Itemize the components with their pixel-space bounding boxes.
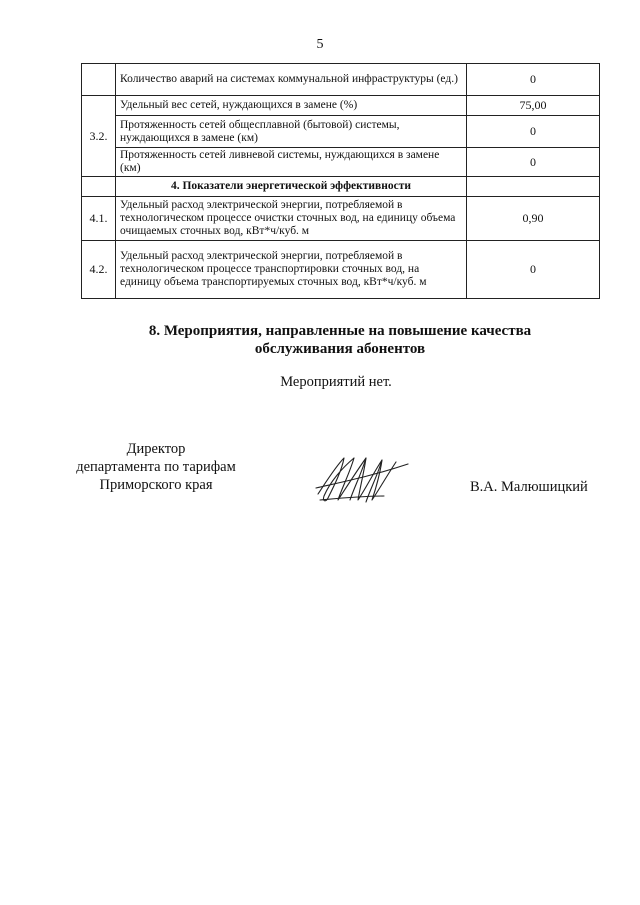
indicator-value-cell: 0,90 [467, 197, 600, 241]
indicator-name-cell: Удельный расход электрической энергии, потребляемой в технологическом процессе транспортировки сточных вод, на единицу объема транспортируемых сточных вод, кВт*ч/куб. м [116, 241, 467, 299]
table-row [82, 96, 600, 116]
indicator-name-cell: Протяженность сетей ливневой системы, нуждающихся в замене (км) [116, 148, 467, 177]
signatory-position-line1: Директор [126, 441, 186, 457]
indicator-value-cell: 0 [467, 64, 600, 96]
signatory-position-line2: департамента по тарифам [76, 459, 236, 475]
section-8-heading [0, 322, 640, 358]
signatory-position [60, 440, 252, 494]
table-row [82, 64, 600, 96]
section-8-heading-line1: 8. Мероприятия, направленные на повышение качества [148, 323, 532, 339]
empty-cell [467, 177, 600, 197]
indicator-name-cell: Удельный вес сетей, нуждающихся в замене (%) [116, 96, 467, 116]
table-row [82, 148, 600, 177]
indicator-value-cell: 0 [467, 116, 600, 148]
row-number-cell [82, 64, 116, 96]
row-number-cell: 4.2. [82, 241, 116, 299]
section-title-cell: 4. Показатели энергетической эффективности [116, 177, 467, 197]
table-section-row [82, 177, 600, 197]
indicator-value-cell: 0 [467, 241, 600, 299]
signatory-position-line3: Приморского края [99, 477, 213, 493]
indicator-name-cell: Удельный расход электрической энергии, потребляемой в технологическом процессе очистки сточных вод, на единицу объема очищаемых сточных вод, кВт*ч/куб. м [116, 197, 467, 241]
indicator-value-cell: 0 [467, 148, 600, 177]
table-row [82, 116, 600, 148]
indicator-name-cell: Протяженность сетей общесплавной (бытовой) системы, нуждающихся в замене (км) [116, 116, 467, 148]
handwritten-signature [312, 452, 412, 513]
signature-drawing [312, 452, 412, 508]
page-number: 5 [316, 37, 324, 52]
signatory-name: В.А. Малюшицкий [470, 479, 588, 495]
indicator-value-cell: 75,00 [467, 96, 600, 116]
table-row [82, 197, 600, 241]
section-8-heading-line2: обслуживания абонентов [254, 341, 426, 357]
indicator-name-cell: Количество аварий на системах коммунальной инфраструктуры (ед.) [116, 64, 467, 96]
table-row [82, 241, 600, 299]
no-measures-text: Мероприятий нет. [280, 374, 392, 390]
indicators-table [81, 63, 600, 299]
row-number-cell: 3.2. [82, 96, 116, 177]
row-number-cell: 4.1. [82, 197, 116, 241]
empty-cell [82, 177, 116, 197]
